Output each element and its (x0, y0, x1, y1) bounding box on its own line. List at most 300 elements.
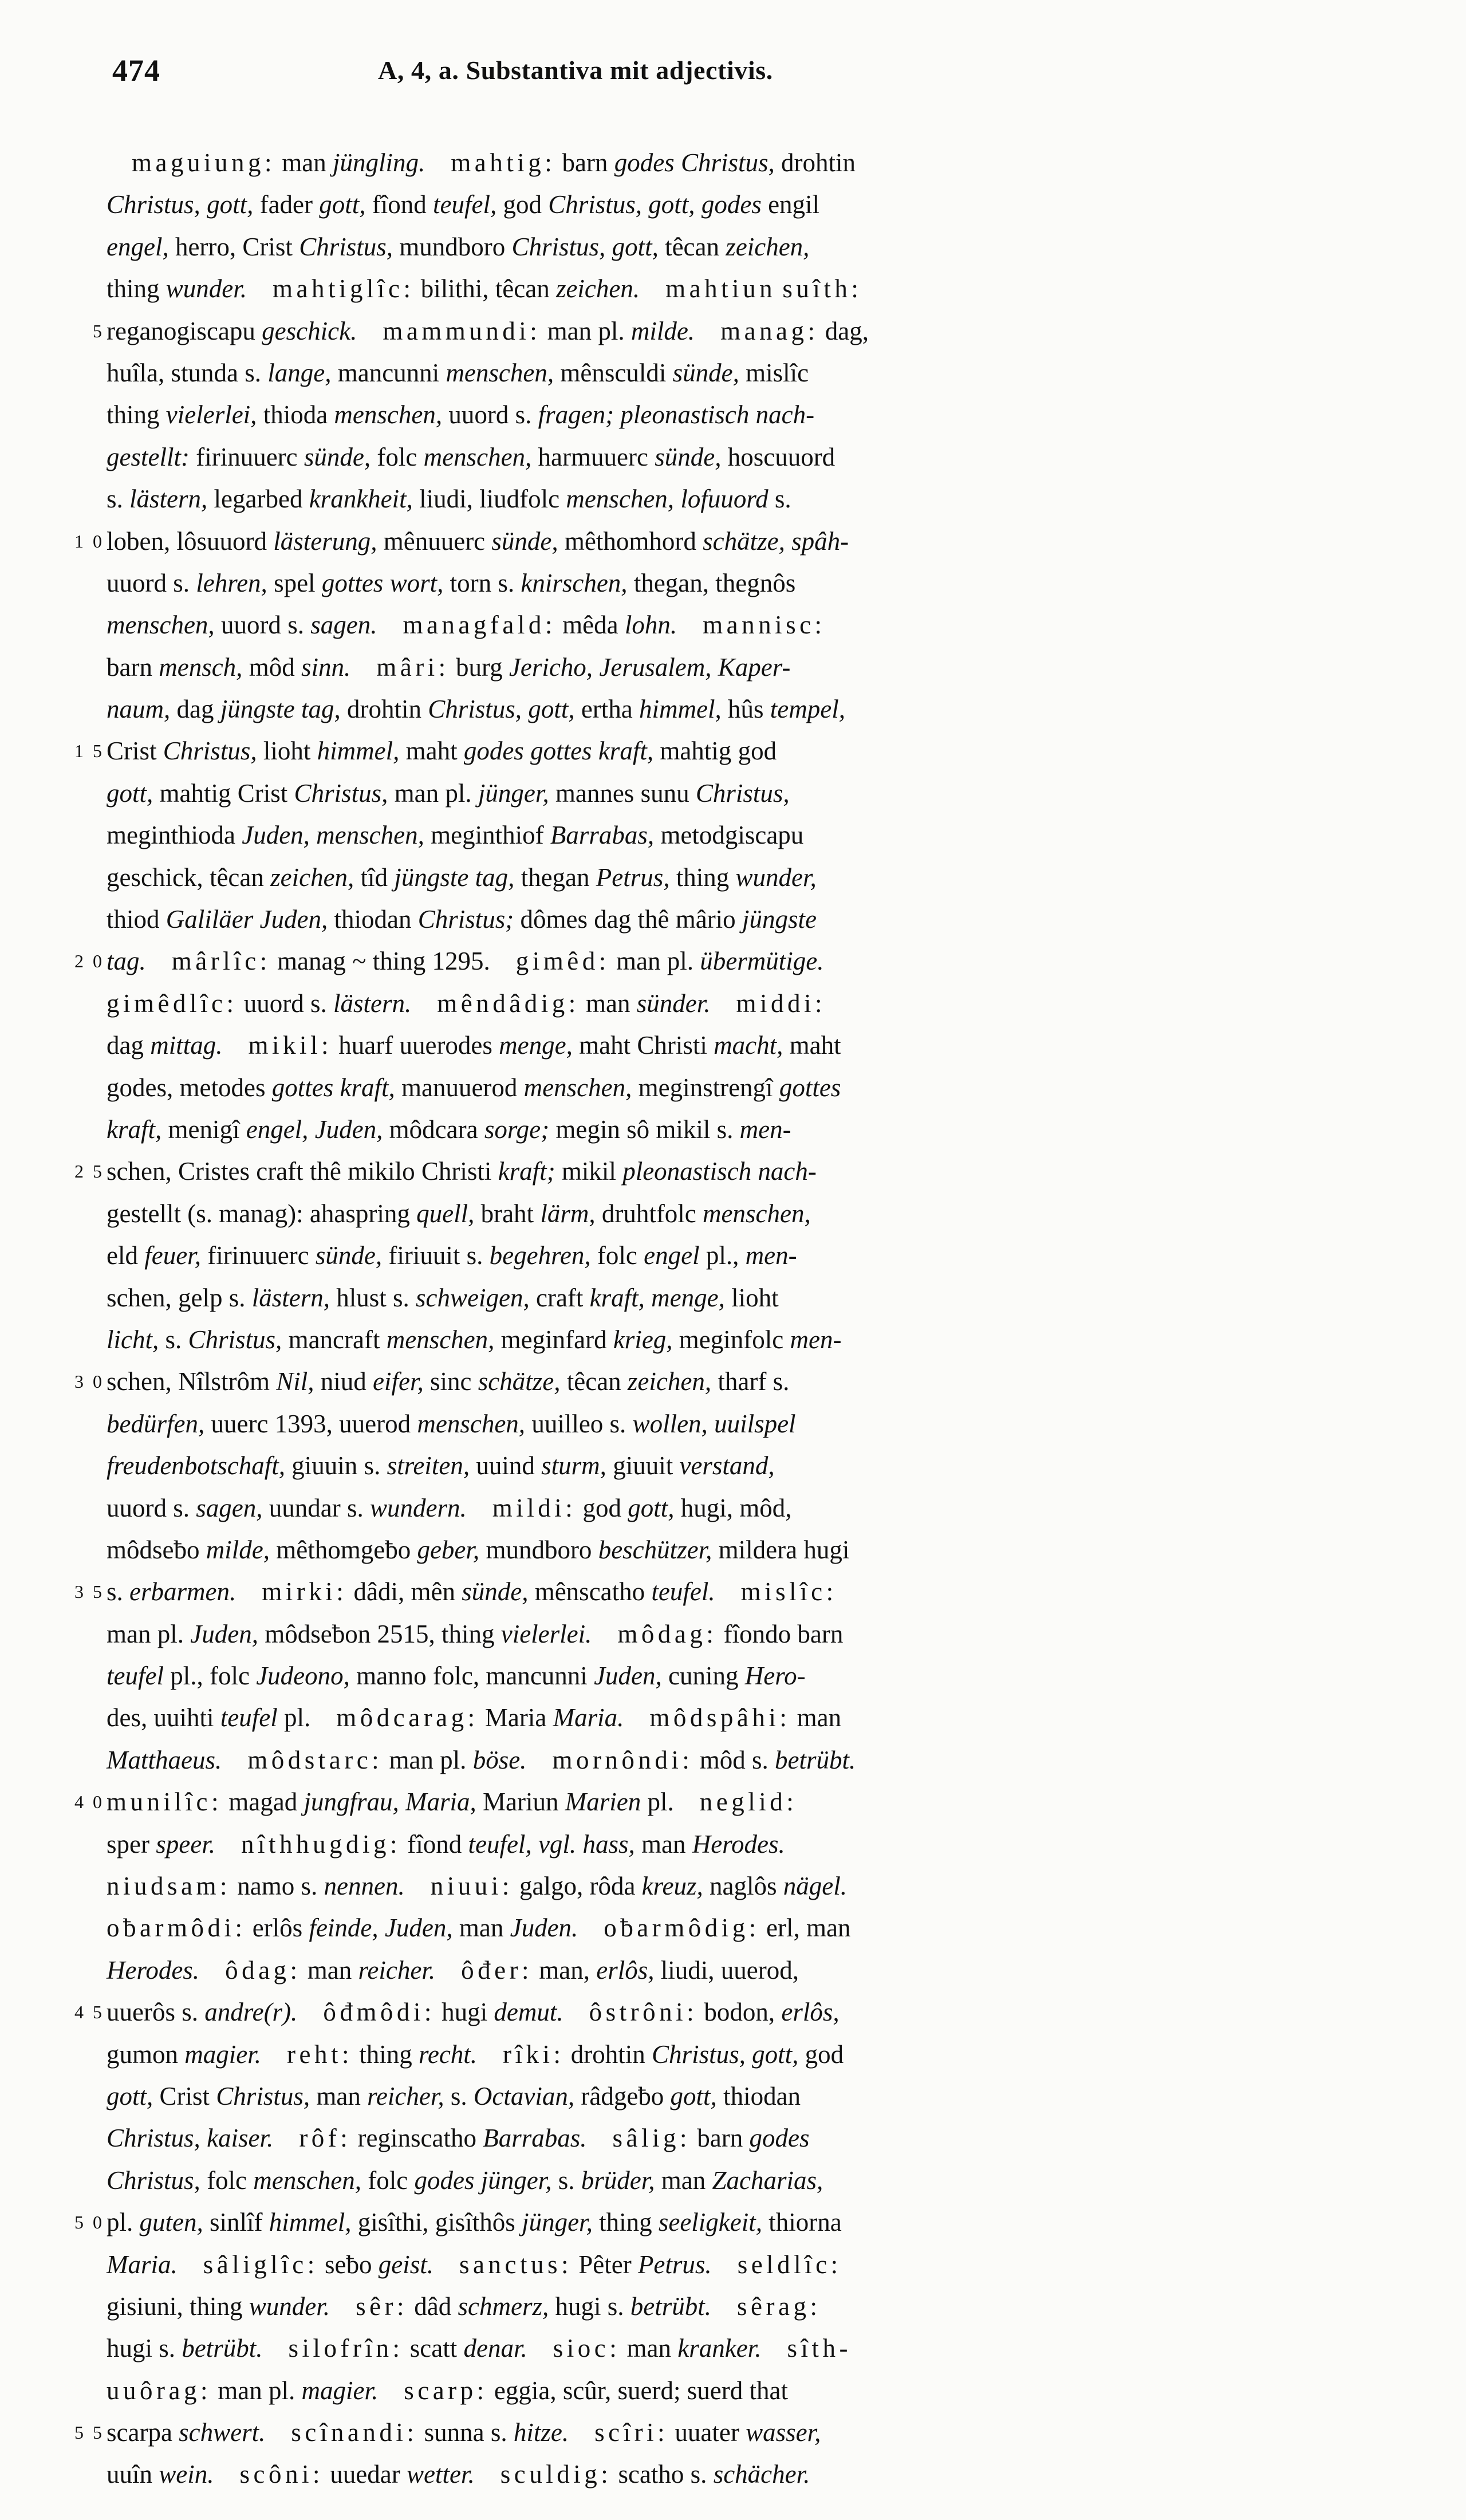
word: thing (372, 947, 426, 976)
gloss: sünde, (462, 1577, 529, 1606)
line-text (107, 1193, 1398, 1235)
gloss: jünger, (522, 2208, 593, 2237)
lemma: ôđer: (461, 1955, 533, 1984)
line-number: 2 5 (74, 1161, 104, 1182)
gloss: schächer. (713, 2460, 810, 2489)
gloss: übermütige. (700, 947, 824, 976)
word: lôsuuord (176, 526, 267, 556)
line-text (107, 562, 1398, 604)
word: s. (690, 2460, 707, 2489)
word: dag, (825, 316, 869, 345)
gloss: engel (644, 1241, 700, 1270)
word: bodon, (704, 1998, 775, 2027)
word: mêthomgeƀo (276, 1535, 411, 1564)
word: Christi (637, 1031, 707, 1060)
word: menigî (168, 1115, 240, 1144)
word: maht (405, 737, 458, 766)
word: folc (597, 1241, 637, 1270)
word: man (797, 1703, 842, 1732)
text-line (74, 1991, 1398, 2033)
line-number: 4 5 (74, 2002, 104, 2023)
text-line (107, 226, 1398, 268)
gloss: Marien (565, 1787, 641, 1817)
gloss: pleonastisch (622, 1157, 752, 1186)
word: craft (535, 1283, 584, 1312)
lemma: mirki: (262, 1577, 348, 1606)
word: 2515, (377, 1619, 435, 1648)
word: gisîthôs (435, 2208, 515, 2237)
gloss: Christus, (680, 148, 775, 177)
word: thiorna (769, 2208, 842, 2237)
gloss: wunder. (165, 274, 247, 304)
gloss: begehren, (489, 1241, 591, 1270)
word: têcan (209, 863, 264, 892)
gloss: menschen, (523, 1073, 632, 1102)
gloss: godes (414, 2165, 475, 2195)
gloss: schwert. (179, 2418, 266, 2447)
word: s. (609, 1409, 626, 1438)
gloss: Juden. (510, 1913, 578, 1943)
gloss: menge, (651, 1283, 725, 1312)
gloss: jungfrau, (304, 1787, 399, 1817)
line-text (107, 1991, 1398, 2033)
gloss: godes (463, 737, 524, 766)
lemma: sêr: (356, 2291, 408, 2321)
line-text (107, 857, 1398, 899)
gloss: erbarmen. (129, 1577, 237, 1606)
word: s. (310, 989, 327, 1018)
word: pl. (667, 947, 694, 976)
gloss: reicher. (358, 1955, 436, 1984)
gloss: Maria. (553, 1703, 624, 1732)
gloss: menge, (499, 1031, 573, 1060)
text-line (107, 1950, 1398, 1991)
word: uuord (448, 400, 509, 430)
word: spel (274, 568, 316, 597)
word: man (547, 316, 592, 345)
gloss: Matthaeus. (107, 1745, 222, 1774)
word: s. (393, 1283, 409, 1312)
gloss: spâh- (791, 526, 849, 556)
word: metodes (179, 1073, 266, 1102)
word: scatho (618, 2460, 684, 2489)
text-line (107, 899, 1398, 940)
word: mundboro (399, 232, 506, 261)
word: mikil (656, 1115, 711, 1144)
lemma: rîki: (503, 2039, 565, 2069)
word: gisiuni, (107, 2291, 183, 2321)
word: thegan (521, 863, 590, 892)
word: thiod (107, 905, 160, 934)
word: gisîthi, (357, 2208, 429, 2237)
word: s. (173, 1493, 190, 1522)
gloss: gottes (321, 568, 384, 597)
word: thing (190, 2291, 243, 2321)
gloss: teufel, (468, 1829, 532, 1858)
text-line (74, 521, 1398, 562)
line-number: 3 5 (74, 1581, 104, 1602)
gloss: Christus, (548, 190, 643, 219)
gloss: engel, (246, 1115, 309, 1144)
word: uuord (107, 1493, 167, 1522)
text-line (107, 814, 1398, 856)
word: mannes (555, 778, 635, 808)
lemma: scarp: (404, 2376, 488, 2405)
gloss: men- (745, 1241, 797, 1270)
word: uuord (107, 568, 167, 597)
gloss: Juden, (594, 1661, 662, 1691)
word: hugi (803, 1535, 850, 1564)
word: môd (699, 1745, 746, 1774)
gloss: jünger, (480, 2165, 552, 2195)
line-text (107, 2076, 1398, 2117)
gloss: gottes (530, 737, 592, 766)
gloss: beschützer, (598, 1535, 712, 1564)
gloss: gottes (271, 1073, 334, 1102)
gloss: milde, (206, 1535, 270, 1564)
lemma: mannisc: (703, 611, 826, 640)
gloss: kraft, (598, 737, 654, 766)
lemma: gimêdlîc: (107, 989, 238, 1018)
line-text (107, 940, 1398, 982)
lemma: munilîc: (107, 1787, 222, 1817)
line-text (107, 1907, 1398, 1949)
word: tîd (360, 863, 388, 892)
line-number: 5 (93, 320, 104, 341)
gloss: betrübt. (630, 2291, 712, 2321)
line-text (107, 1025, 1398, 1066)
word: torn (450, 568, 492, 597)
lemma: suîth: (782, 274, 862, 304)
gloss: Maria, (405, 1787, 476, 1817)
dictionary-text-block (74, 142, 1398, 2496)
gloss: gott, (319, 190, 366, 219)
word: uuord (220, 611, 281, 640)
word: gumon (107, 2039, 179, 2069)
gloss: lästern, (251, 1283, 330, 1312)
word: thing (599, 2208, 652, 2237)
line-text (107, 647, 1398, 688)
word: thing (441, 1619, 495, 1648)
word: barn (107, 652, 152, 682)
gloss: tag. (107, 947, 146, 976)
word: craft (256, 1157, 304, 1186)
gloss: gottes (779, 1073, 841, 1102)
gloss: kraft, (589, 1283, 645, 1312)
lemma: mammundi: (383, 316, 541, 345)
gloss: hass, (582, 1829, 635, 1858)
gloss: Herodes. (692, 1829, 785, 1858)
word: mên (411, 1577, 455, 1606)
word: engil (768, 190, 820, 219)
gloss: lärm, (540, 1199, 596, 1228)
line-text (107, 1277, 1398, 1319)
gloss: teufel. (651, 1577, 715, 1606)
word: manag (277, 947, 346, 976)
word: erlôs (252, 1913, 303, 1943)
gloss: sinn. (301, 652, 351, 682)
word: meginfolc (679, 1325, 784, 1354)
gloss: gott, (528, 695, 575, 724)
gloss: hitze. (513, 2418, 569, 2447)
word: s. (107, 1577, 123, 1606)
gloss: sünde, (672, 358, 739, 387)
word: mênuuerc (383, 526, 486, 556)
line-number: 4 0 (74, 1791, 104, 1813)
gloss: schmerz, (458, 2291, 549, 2321)
word: mârio (675, 905, 736, 934)
lemma: mâri: (376, 652, 450, 682)
word: suerd (687, 2376, 743, 2405)
word: loben, (107, 526, 171, 556)
word: drohtin (781, 148, 856, 177)
word: magad (228, 1787, 298, 1817)
word: liudfolc (479, 485, 560, 514)
word: uuerc (211, 1409, 269, 1438)
text-line (107, 983, 1398, 1025)
word: uuilleo (531, 1409, 604, 1438)
gloss: denar. (463, 2334, 527, 2363)
word: s. (515, 400, 532, 430)
word: namo (237, 1872, 295, 1901)
gloss: Christus, (652, 2039, 746, 2069)
word: uuerod, (720, 1955, 799, 1984)
line-number: 2 0 (74, 951, 104, 972)
gloss: Zacharias, (712, 2165, 823, 2195)
lemma: mildi: (492, 1493, 577, 1522)
gloss: Galiläer (165, 905, 254, 934)
text-line (107, 142, 1398, 184)
gloss: sorge; (484, 1115, 550, 1144)
gloss: gott, (107, 778, 153, 808)
running-head (0, 53, 1466, 93)
text-line (107, 562, 1398, 604)
word: uundar (269, 1493, 341, 1522)
word: man (107, 1619, 151, 1648)
word: schen, (107, 1367, 172, 1396)
word: naglôs (709, 1872, 777, 1901)
word: s. (107, 485, 123, 514)
text-line (107, 1739, 1398, 1781)
gloss: vgl. (538, 1829, 577, 1858)
gloss: godes (614, 148, 675, 177)
line-text (107, 521, 1398, 562)
gloss: pleonastisch (620, 400, 750, 430)
word: fîond (372, 190, 427, 219)
word: thê (637, 905, 669, 934)
word: gestellt (107, 1199, 181, 1228)
word: uuîn (107, 2460, 153, 2489)
word: sper (107, 1829, 149, 1858)
gloss: jüngste (220, 695, 295, 724)
line-text (107, 2412, 1398, 2454)
gloss: nennen. (324, 1872, 405, 1901)
gloss: wetter. (406, 2460, 475, 2489)
lemma: mikil: (248, 1031, 333, 1060)
lemma: môdag: (617, 1619, 718, 1648)
lemma: scôni: (239, 2460, 324, 2489)
gloss: wort, (389, 568, 444, 597)
gloss: kreuz, (641, 1872, 703, 1901)
gloss: gestellt: (107, 442, 190, 471)
word: pl. (647, 1787, 674, 1817)
lemma: ôđmôdi: (323, 1998, 435, 2027)
word: pl. (445, 778, 472, 808)
gloss: verstand, (679, 1451, 775, 1480)
gloss: gott, (612, 232, 659, 261)
word: pl., (706, 1241, 739, 1270)
word: hlust (336, 1283, 387, 1312)
gloss: Kaper- (718, 652, 791, 682)
word: s. (774, 485, 791, 514)
word: s. (716, 1115, 734, 1144)
gloss: Christus, (695, 778, 790, 808)
word: man (661, 2165, 706, 2195)
word: s. (165, 1325, 182, 1354)
line-text (107, 1361, 1398, 1403)
word: druhtfolc (601, 1199, 696, 1228)
word: bilithi, (420, 274, 489, 304)
gloss: betrübt. (774, 1745, 856, 1774)
gloss: freudenbotschaft, (107, 1451, 286, 1480)
gloss: Christus; (417, 905, 514, 934)
lemma: mahtiglîc: (273, 274, 415, 304)
word: s. (751, 1745, 769, 1774)
word: hugi (442, 1998, 488, 2027)
gloss: schätze, (703, 526, 785, 556)
gloss: sünde, (304, 442, 371, 471)
gloss: seeligkeit, (658, 2208, 763, 2237)
text-line (74, 1781, 1398, 1823)
lemma: sanctus: (459, 2250, 572, 2279)
gloss: lehren, (196, 568, 267, 597)
word: barn (797, 1619, 844, 1648)
text-line (107, 1403, 1398, 1445)
text-line (107, 2160, 1398, 2202)
gloss: teufel, (433, 190, 497, 219)
word: geschick, (107, 863, 203, 892)
word: Mariun (482, 1787, 559, 1817)
gloss: mittag. (150, 1031, 223, 1060)
gloss: sagen. (310, 611, 377, 640)
lemma: môdstarc: (247, 1745, 383, 1774)
word: Christi (421, 1157, 492, 1186)
word: lioht (731, 1283, 779, 1312)
word: s. (173, 568, 190, 597)
word: mahtig (660, 737, 732, 766)
line-text (107, 226, 1398, 268)
gloss: Juden, (314, 1115, 383, 1144)
word: Cristes (178, 1157, 250, 1186)
gloss: men- (790, 1325, 842, 1354)
lemma: mêndâdig: (437, 989, 580, 1018)
gloss: sünder. (636, 989, 711, 1018)
text-line (107, 2454, 1398, 2495)
lemma: sîth- (787, 2334, 852, 2363)
text-line (107, 2034, 1398, 2076)
line-text (107, 1487, 1398, 1529)
gloss: Christus, (428, 695, 522, 724)
word: suerd; (617, 2376, 681, 2405)
gloss: Herodes. (107, 1955, 200, 1984)
gloss: zeichen. (555, 274, 640, 304)
word: hugi (555, 2291, 601, 2321)
gloss: wundern. (370, 1493, 467, 1522)
gloss: sünde, (655, 442, 722, 471)
gloss: jüngling. (332, 148, 425, 177)
word: uuihti (153, 1703, 214, 1732)
gloss: tempel, (770, 695, 845, 724)
word: pl. (283, 1703, 311, 1732)
text-line (107, 1445, 1398, 1487)
gloss: brüder, (581, 2165, 655, 2195)
word: god (582, 1493, 622, 1522)
word: burg (455, 652, 503, 682)
gloss: engel, (107, 232, 169, 261)
gloss: Nil, (276, 1367, 314, 1396)
gloss: Christus, (294, 778, 388, 808)
word: folc (377, 442, 417, 471)
word: thiodan (723, 2081, 801, 2110)
gloss: sturm, (541, 1451, 606, 1480)
gloss: Petrus, (596, 863, 670, 892)
line-number: 1 0 (74, 530, 104, 552)
word: môdcara (389, 1115, 478, 1144)
line-text (107, 1781, 1398, 1823)
word: scarpa (107, 2418, 172, 2447)
gloss: Christus, (216, 2081, 310, 2110)
gloss: sünde, (491, 526, 558, 556)
lemma: ôdag: (225, 1955, 301, 1984)
gloss: gott, (207, 190, 254, 219)
word: stunda (171, 358, 238, 387)
word: s. (498, 568, 515, 597)
word: fîond (407, 1829, 462, 1858)
word: man (282, 148, 326, 177)
line-text (107, 1109, 1398, 1151)
lemma: niuui: (430, 1872, 513, 1901)
text-line (74, 1571, 1398, 1613)
folio-number: 474 (112, 53, 160, 88)
word: man (389, 1745, 434, 1774)
gloss: Maria. (107, 2250, 178, 2279)
text-line (107, 352, 1398, 394)
gloss: geschick. (262, 316, 357, 345)
gloss: eifer, (373, 1367, 424, 1396)
gloss: quell, (416, 1199, 475, 1228)
word: pl., (170, 1661, 203, 1691)
word: god (503, 190, 542, 219)
word: s. (607, 2291, 624, 2321)
word: ahaspring (309, 1199, 410, 1228)
gloss: lästerung, (273, 526, 377, 556)
word: ~ (352, 947, 366, 976)
line-text (107, 1613, 1398, 1655)
gloss: Juden, (242, 821, 310, 850)
gloss: geist. (378, 2250, 434, 2279)
word: man (459, 1913, 504, 1943)
word: thegnôs (715, 568, 796, 597)
text-line (107, 1655, 1398, 1697)
gloss: kranker. (677, 2334, 762, 2363)
gloss: krankheit, (309, 485, 413, 514)
word: firinuuerc (196, 442, 298, 471)
gloss: magier. (184, 2039, 262, 2069)
text-line (107, 2286, 1398, 2328)
lemma: uuôrag: (107, 2376, 211, 2405)
gloss: wollen, (632, 1409, 708, 1438)
gloss: wunder. (249, 2291, 330, 2321)
